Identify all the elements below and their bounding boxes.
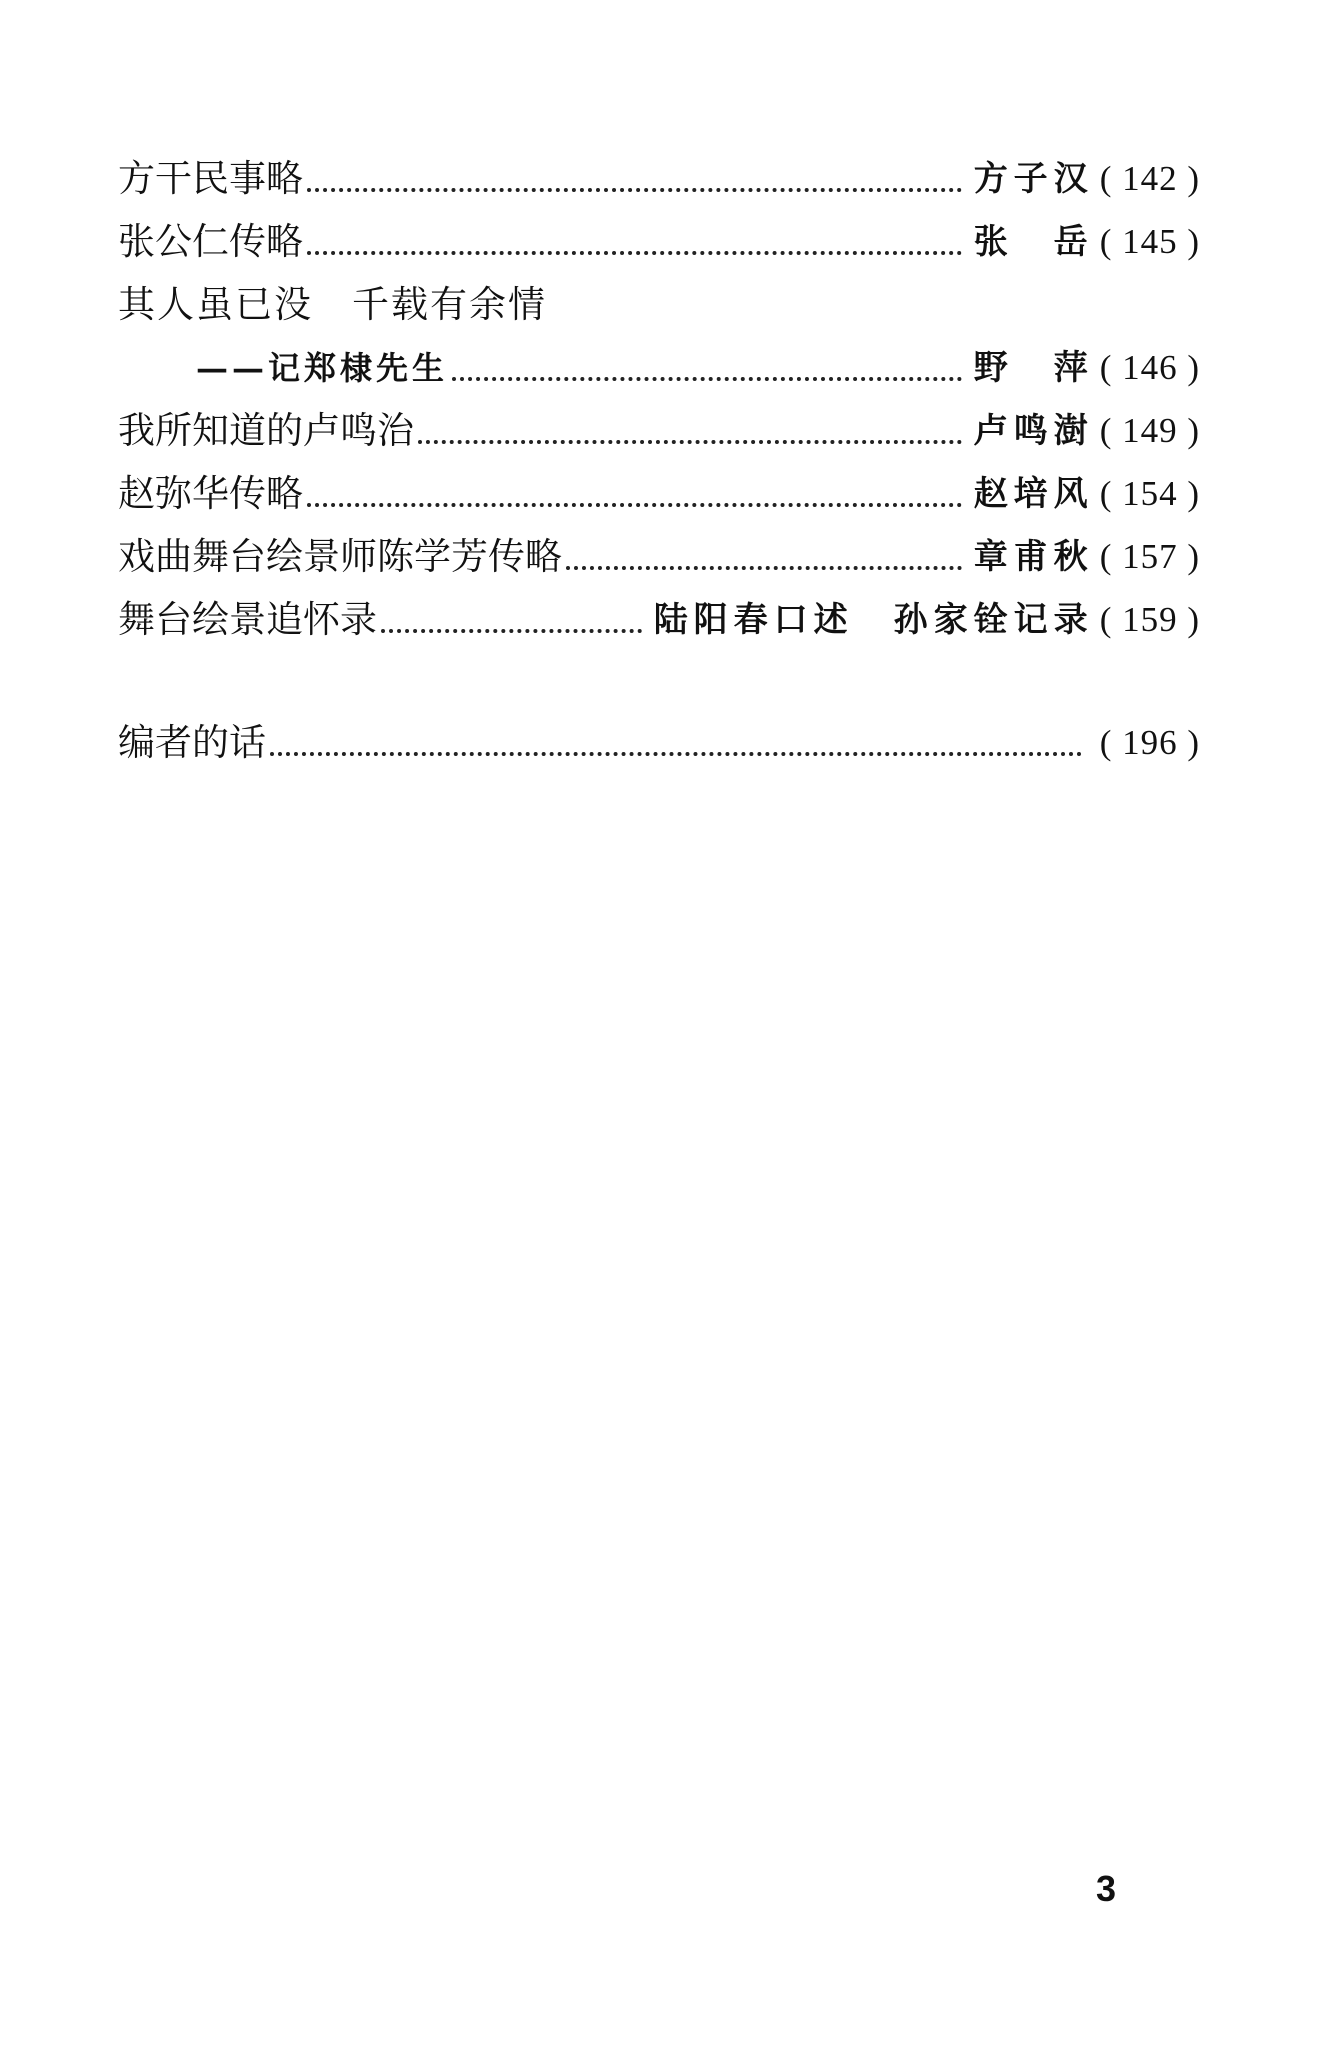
toc-entry <box>118 390 1200 453</box>
entry-title: 编者的话 <box>118 721 266 764</box>
entry-author: 方子汉 <box>973 159 1094 199</box>
dot-leader <box>381 629 642 633</box>
entry-page: ( 159 ) <box>1099 600 1200 639</box>
entry-author: 张 岳 <box>973 222 1094 262</box>
entry-page: ( 149 ) <box>1099 411 1200 450</box>
entry-title: 其人虽已没 千载有余情 <box>118 283 547 326</box>
entry-title: 方干民事略 <box>118 157 303 200</box>
toc-entry <box>118 579 1200 642</box>
entry-page: ( 157 ) <box>1099 537 1200 576</box>
dot-leader <box>270 752 1082 756</box>
entry-title: 赵弥华传略 <box>118 472 303 515</box>
section-gap <box>118 642 1200 702</box>
toc-entry <box>118 453 1200 516</box>
dot-leader <box>418 440 962 444</box>
dot-leader <box>307 188 962 192</box>
dot-leader <box>307 251 962 255</box>
page-number: 3 <box>1096 1868 1117 1909</box>
entry-author: 章甫秋 <box>973 537 1094 577</box>
entry-subtitle: ——记郑棣先生 <box>196 349 449 387</box>
toc-entry-subtitle <box>118 327 1200 390</box>
entry-page: ( 142 ) <box>1099 159 1200 198</box>
entry-page: ( 196 ) <box>1099 723 1200 762</box>
entry-author: 卢鸣澍 <box>973 411 1094 451</box>
toc-entry-afterword <box>118 702 1200 765</box>
toc-entry <box>118 201 1200 264</box>
entry-title: 我所知道的卢鸣治 <box>118 409 414 452</box>
entry-author: 野 萍 <box>973 348 1094 388</box>
dot-leader <box>566 566 962 570</box>
toc-entry <box>118 516 1200 579</box>
toc-entry <box>118 138 1200 201</box>
entry-page: ( 145 ) <box>1099 222 1200 261</box>
table-of-contents <box>118 138 1200 765</box>
entry-author: 陆阳春口述 孙家铨记录 <box>653 600 1094 640</box>
entry-author: 赵培风 <box>973 474 1094 514</box>
toc-entry-heading <box>118 264 1200 327</box>
dot-leader <box>452 377 962 381</box>
dot-leader <box>307 503 962 507</box>
entry-title: 戏曲舞台绘景师陈学芳传略 <box>118 535 562 578</box>
entry-title: 张公仁传略 <box>118 220 303 263</box>
entry-page: ( 154 ) <box>1099 474 1200 513</box>
entry-page: ( 146 ) <box>1099 348 1200 387</box>
entry-title: 舞台绘景追怀录 <box>118 598 377 641</box>
